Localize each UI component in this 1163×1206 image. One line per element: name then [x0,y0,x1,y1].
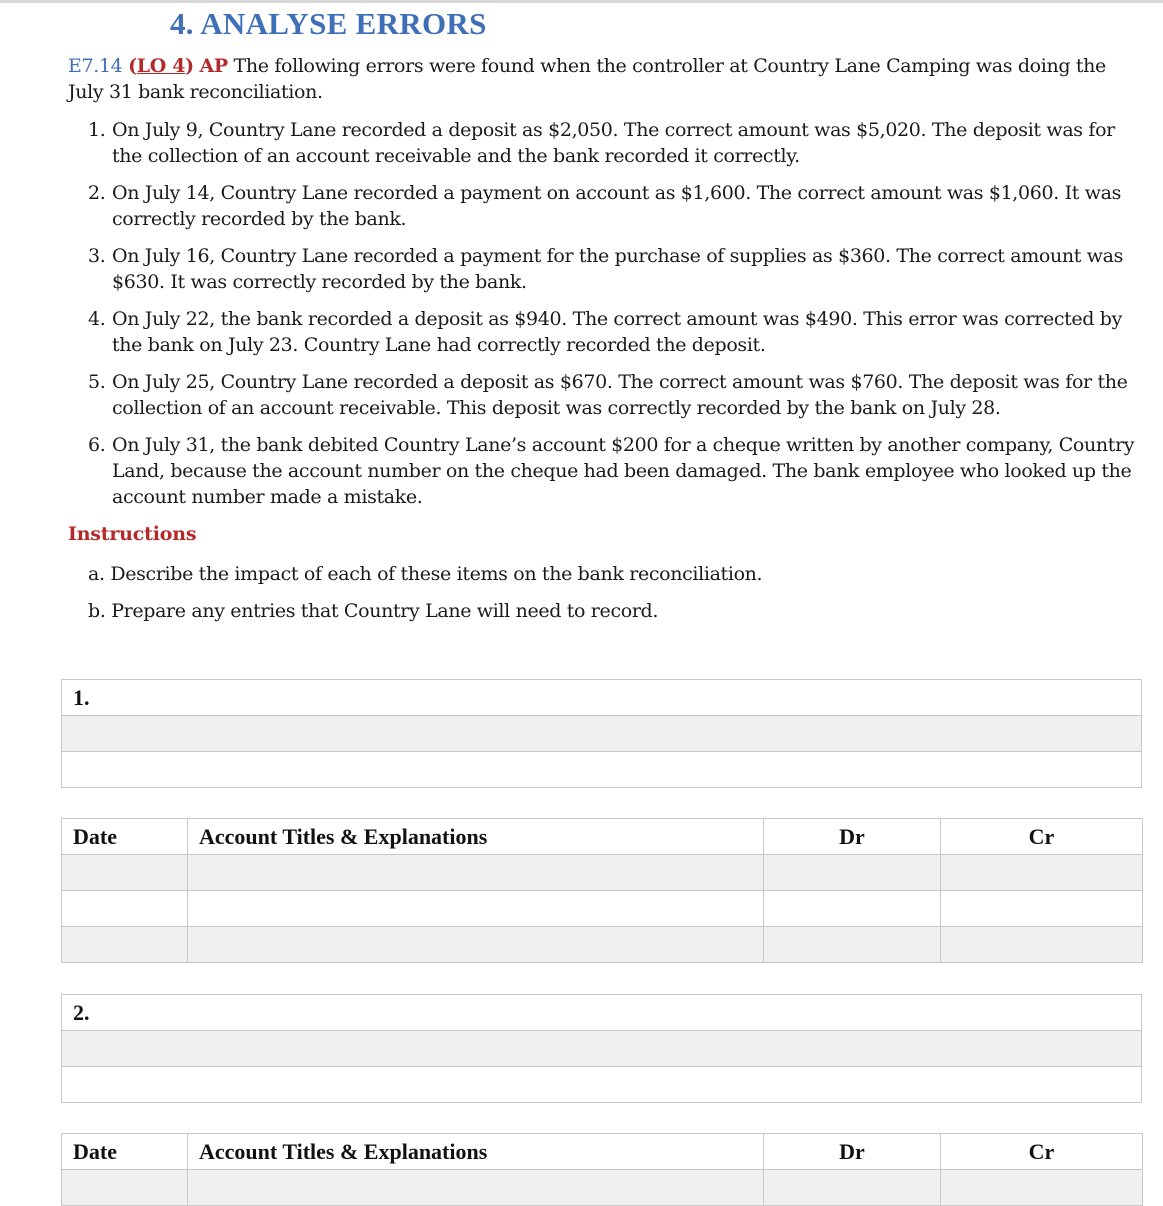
account-header: Account Titles & Explanations [188,1134,764,1170]
learning-objective-link[interactable]: LO 4 [136,55,186,77]
answer-line[interactable] [62,752,1142,788]
answer-line[interactable] [62,1067,1142,1103]
item-number: 1. [88,119,106,141]
list-item [88,432,1138,510]
journal-table-1 [61,818,1143,963]
date-header: Date [62,819,188,855]
learning-objective: (LO 4) [128,55,194,77]
item-number: 2. [88,182,106,204]
date-cell[interactable] [62,891,188,927]
debit-cell[interactable] [764,855,941,891]
credit-cell[interactable] [941,927,1143,963]
answer-table-1 [61,679,1142,788]
section-heading: 4. ANALYSE ERRORS [170,6,487,41]
credit-cell[interactable] [941,1170,1143,1206]
date-cell[interactable] [62,855,188,891]
credit-header: Cr [941,819,1143,855]
instruction-a: a. Describe the impact of each of these items on the bank reconciliation. [88,563,763,585]
instruction-b: b. Prepare any entries that Country Lane will need to record. [88,600,659,622]
answer-line[interactable] [62,716,1142,752]
exercise-intro [68,53,1138,105]
answer-line[interactable] [62,1031,1142,1067]
debit-header: Dr [764,819,941,855]
date-cell[interactable] [62,927,188,963]
debit-cell[interactable] [764,1170,941,1206]
item-text: On July 31, the bank debited Country Lane’s account $200 for a cheque written by another company, Country Land, because the account number on the cheque had been damaged. The bank employee who looked up the account number made a mistake. [112,434,1135,508]
answer-label: 2. [62,995,1142,1031]
debit-cell[interactable] [764,891,941,927]
list-item [88,117,1138,169]
item-text: On July 9, Country Lane recorded a deposit as $2,050. The correct amount was $5,020. The deposit was for the collection of an account receivable and the bank recorded it correctly. [112,119,1115,167]
item-number: 5. [88,371,106,393]
answer-label: 1. [62,680,1142,716]
item-number: 4. [88,308,106,330]
list-item [88,306,1138,358]
list-item [88,369,1138,421]
instructions-title: Instructions [68,523,197,545]
account-cell[interactable] [188,927,764,963]
item-number: 6. [88,434,106,456]
item-text: On July 14, Country Lane recorded a payment on account as $1,600. The correct amount was $1,060. It was correctly recorded by the bank. [112,182,1122,230]
account-cell[interactable] [188,855,764,891]
exercise-id: E7.14 [68,55,123,77]
date-header: Date [62,1134,188,1170]
account-cell[interactable] [188,891,764,927]
top-divider [0,0,1163,3]
account-header: Account Titles & Explanations [188,819,764,855]
list-item [88,180,1138,232]
credit-cell[interactable] [941,855,1143,891]
item-text: On July 22, the bank recorded a deposit as $940. The correct amount was $490. This error was corrected by the bank on July 23. Country Lane had correctly recorded the deposit. [112,308,1123,356]
answer-table-2 [61,994,1142,1103]
date-cell[interactable] [62,1170,188,1206]
debit-header: Dr [764,1134,941,1170]
item-text: On July 16, Country Lane recorded a payment for the purchase of supplies as $360. The correct amount was $630. It was correctly recorded by the bank. [112,245,1123,293]
credit-header: Cr [941,1134,1143,1170]
account-cell[interactable] [188,1170,764,1206]
level-badge: AP [199,55,228,77]
debit-cell[interactable] [764,927,941,963]
item-text: On July 25, Country Lane recorded a deposit as $670. The correct amount was $760. The deposit was for the collection of an account receivable. This deposit was correctly recorded by the bank on July 28. [112,371,1128,419]
credit-cell[interactable] [941,891,1143,927]
error-list [88,117,1138,521]
journal-table-2 [61,1133,1143,1206]
item-number: 3. [88,245,106,267]
intro-text: The following errors were found when the controller at Country Lane Camping was doing the July 31 bank reconciliation. [68,55,1106,103]
list-item [88,243,1138,295]
